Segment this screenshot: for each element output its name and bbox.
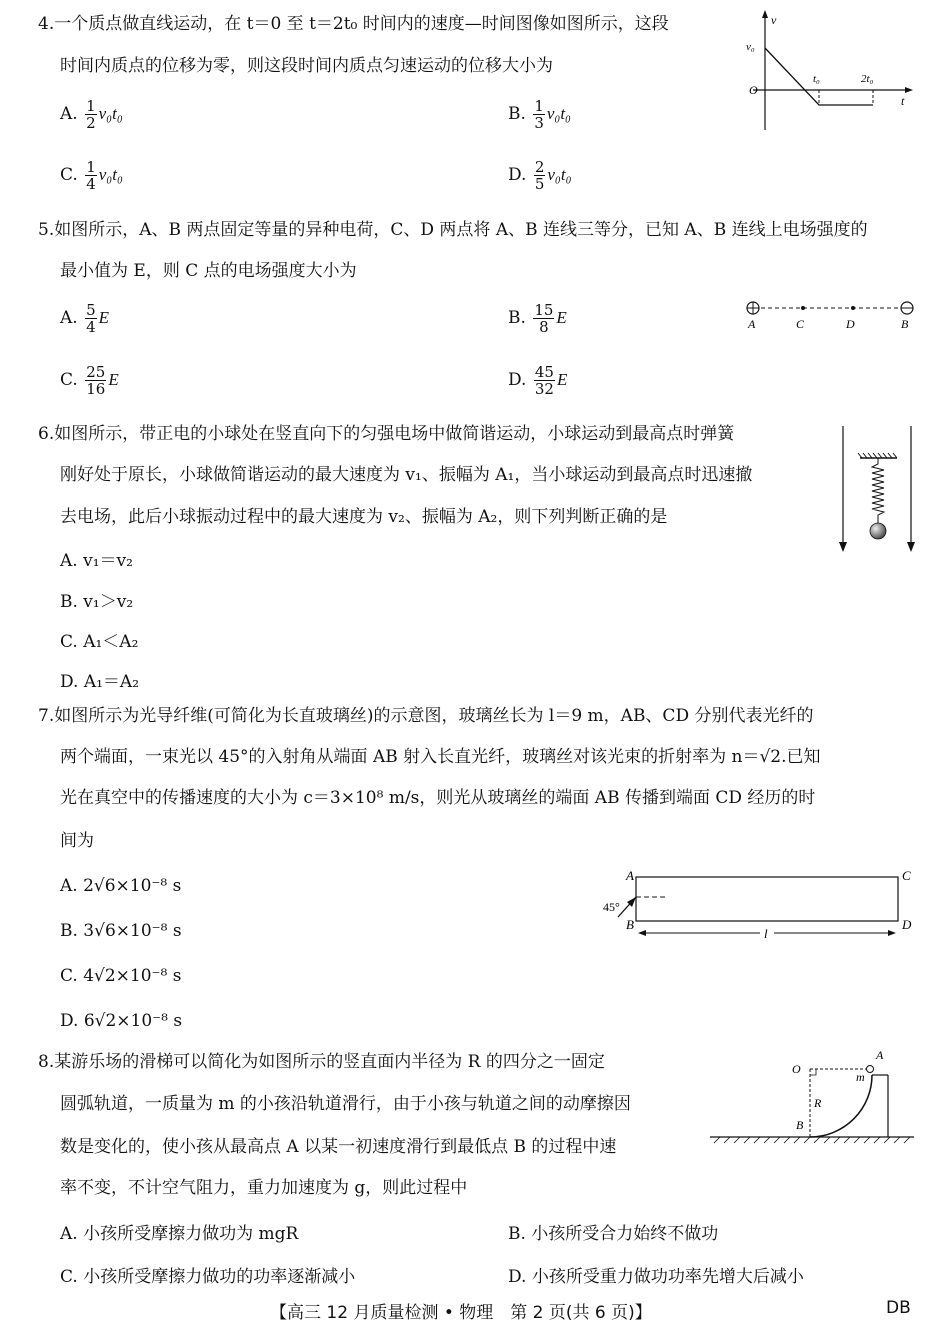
- denominator: 32: [534, 380, 554, 398]
- q5-option-d[interactable]: [508, 364, 567, 397]
- q6-option-d[interactable]: D. A₁＝A₂: [60, 672, 140, 692]
- footer-code: DB: [886, 1298, 911, 1318]
- option-label: C.: [60, 165, 78, 185]
- label-b: B: [626, 917, 634, 932]
- numerator: 2: [534, 158, 545, 176]
- q7-option-b[interactable]: B. 3√6×10⁻⁸ s: [60, 921, 182, 941]
- q4-stem-line1: 4.一个质点做直线运动，在 t＝0 至 t＝2t₀ 时间内的速度—时间图像如图所示，这段: [38, 14, 669, 34]
- numerator: 1: [534, 97, 544, 115]
- q8-option-d[interactable]: D. 小孩所受重力做功功率先增大后减小: [508, 1267, 804, 1287]
- numerator: 1: [86, 158, 96, 176]
- q8-option-a[interactable]: A. 小孩所受摩擦力做功为 mgR: [60, 1224, 299, 1244]
- fraction: [85, 364, 106, 397]
- q8-option-b[interactable]: B. 小孩所受合力始终不做功: [508, 1224, 719, 1244]
- spring-figure: [833, 420, 921, 556]
- option-label: C.: [60, 370, 78, 390]
- numerator: 5: [86, 301, 96, 319]
- slide-figure: [710, 1045, 915, 1145]
- label-a: A: [626, 868, 634, 883]
- q5-option-a[interactable]: [60, 302, 109, 335]
- q7-stem-line3: 光在真空中的传播速度的大小为 c＝3×10⁸ m/s，则光从玻璃丝的端面 AB 传播到端面 CD 经历的时: [60, 788, 816, 808]
- fiber-rect: [636, 877, 898, 921]
- q7-option-c[interactable]: C. 4√2×10⁻⁸ s: [60, 966, 182, 986]
- dim-arrow-left: [638, 930, 646, 936]
- q8-option-c[interactable]: C. 小孩所受摩擦力做功的功率逐渐减小: [60, 1267, 356, 1287]
- right-angle-mark: [810, 1069, 816, 1075]
- option-label: B.: [508, 308, 526, 328]
- origin-label: O: [749, 83, 758, 97]
- 2t0-label: 2t₀: [861, 73, 874, 85]
- field-arrow-left: [839, 542, 847, 552]
- q4-option-d[interactable]: [508, 159, 571, 192]
- option-tail: E: [108, 370, 119, 389]
- label-b: B: [901, 317, 909, 331]
- field-arrow-right: [907, 542, 915, 552]
- q5-option-c[interactable]: [60, 364, 119, 397]
- q6-stem-line1: 6.如图所示，带正电的小球处在竖直向下的匀强电场中做简谐运动，小球运动到最高点时弹簧: [38, 424, 735, 444]
- label-a: A: [876, 1048, 884, 1062]
- option-tail: E: [556, 370, 568, 389]
- charges-figure: [740, 296, 920, 336]
- q7-option-d[interactable]: D. 6√2×10⁻⁸ s: [60, 1011, 183, 1031]
- label-c: C: [902, 868, 911, 883]
- denominator: 3: [534, 114, 544, 132]
- q4-stem-line2: 时间内质点的位移为零，则这段时间内质点匀速运动的位移大小为: [60, 56, 553, 76]
- ball: [870, 523, 886, 539]
- denominator: 8: [539, 318, 549, 336]
- q7-stem-line4: 间为: [60, 831, 94, 851]
- fraction: [533, 302, 554, 335]
- t-label: t: [901, 94, 905, 108]
- option-label: D.: [508, 165, 527, 185]
- q6-option-b[interactable]: B. v₁＞v₂: [60, 592, 134, 612]
- option-label: D.: [508, 370, 527, 390]
- q8-stem-line1: 8.某游乐场的滑梯可以简化为如图所示的竖直面内半径为 R 的四分之一固定: [38, 1052, 605, 1072]
- spring-coil: [872, 458, 884, 524]
- point-c: [801, 306, 805, 310]
- q5-stem-line2: 最小值为 E，则 C 点的电场强度大小为: [60, 261, 357, 281]
- label-m: m: [856, 1070, 865, 1084]
- q4-option-a[interactable]: [60, 98, 123, 131]
- fraction: [534, 364, 555, 397]
- label-r: R: [814, 1096, 822, 1110]
- fraction: [85, 159, 97, 192]
- label-c: C: [796, 317, 805, 331]
- option-label: A.: [60, 104, 78, 124]
- vt-graph-figure: [745, 8, 915, 133]
- label-o: O: [792, 1062, 801, 1076]
- q5-stem-line1: 5.如图所示，A、B 两点固定等量的异种电荷，C、D 两点将 A、B 连线三等分，已知 A、B 连线上电场强度的: [38, 220, 868, 240]
- numerator: 25: [86, 363, 106, 381]
- option-tail: v₀t₀: [546, 104, 571, 123]
- optical-fiber-figure: [600, 865, 920, 945]
- child-icon: [867, 1066, 874, 1073]
- q7-stem-line2: 两个端面，一束光以 45°的入射角从端面 AB 射入长直光纤，玻璃丝对该光束的折射率为 n＝√2.已知: [60, 747, 821, 767]
- q5-option-b[interactable]: [508, 302, 567, 335]
- length-label: l: [764, 926, 768, 941]
- q4-option-b[interactable]: [508, 98, 571, 131]
- page-footer: 【高三 12 月质量检测 • 物理 第 2 页(共 6 页)】: [270, 1303, 652, 1323]
- numerator: 1: [86, 97, 96, 115]
- option-tail: E: [98, 308, 110, 327]
- ground-hatch: [714, 1137, 910, 1143]
- option-label: A.: [60, 308, 78, 328]
- denominator: 5: [534, 175, 545, 193]
- fraction: [533, 98, 545, 131]
- fraction: [85, 98, 97, 131]
- label-d: D: [846, 317, 855, 331]
- fraction: [534, 159, 546, 192]
- numerator: 15: [534, 301, 554, 319]
- numerator: 45: [534, 363, 554, 381]
- label-d: D: [902, 917, 912, 932]
- fraction: [85, 302, 97, 335]
- v-label: v: [771, 13, 777, 27]
- v-axis-arrow: [762, 10, 768, 18]
- q6-option-c[interactable]: C. A₁＜A₂: [60, 632, 139, 652]
- point-d: [851, 306, 855, 310]
- t0-label: t₀: [813, 73, 820, 85]
- q6-stem-line3: 去电场，此后小球振动过程中的最大速度为 v₂、振幅为 A₂，则下列判断正确的是: [60, 507, 668, 527]
- option-tail: E: [556, 308, 567, 327]
- option-tail: v₀t₀: [547, 165, 572, 184]
- q8-stem-line4: 率不变，不计空气阻力，重力加速度为 g，则此过程中: [60, 1178, 468, 1198]
- denominator: 16: [86, 380, 106, 398]
- option-tail: v₀t₀: [98, 165, 123, 184]
- q7-option-a[interactable]: A. 2√6×10⁻⁸ s: [60, 876, 182, 896]
- denominator: 2: [86, 114, 96, 132]
- q8-stem-line3: 数是变化的，使小孩从最高点 A 以某一初速度滑行到最低点 B 的过程中速: [60, 1137, 617, 1157]
- option-label: B.: [508, 104, 526, 124]
- q7-stem-line1: 7.如图所示为光导纤维(可简化为长直玻璃丝)的示意图，玻璃丝长为 l＝9 m，AB、CD 分别代表光纤的: [38, 706, 814, 726]
- v0-label: v₀: [746, 41, 755, 53]
- q8-stem-line2: 圆弧轨道，一质量为 m 的小孩沿轨道滑行，由于小孩与轨道之间的动摩擦因: [60, 1094, 631, 1114]
- q6-stem-line2: 刚好处于原长，小球做简谐运动的最大速度为 v₁、振幅为 A₁，当小球运动到最高点时迅速撤: [60, 465, 753, 485]
- t-axis-arrow: [905, 87, 913, 93]
- q4-option-c[interactable]: [60, 159, 123, 192]
- label-b: B: [796, 1118, 804, 1132]
- option-tail: v₀t₀: [98, 104, 123, 123]
- q6-option-a[interactable]: A. v₁＝v₂: [60, 551, 133, 571]
- label-a: A: [748, 317, 756, 331]
- angle-label: 45°: [603, 900, 620, 914]
- denominator: 4: [86, 175, 96, 193]
- dim-arrow-right: [888, 930, 896, 936]
- denominator: 4: [86, 318, 96, 336]
